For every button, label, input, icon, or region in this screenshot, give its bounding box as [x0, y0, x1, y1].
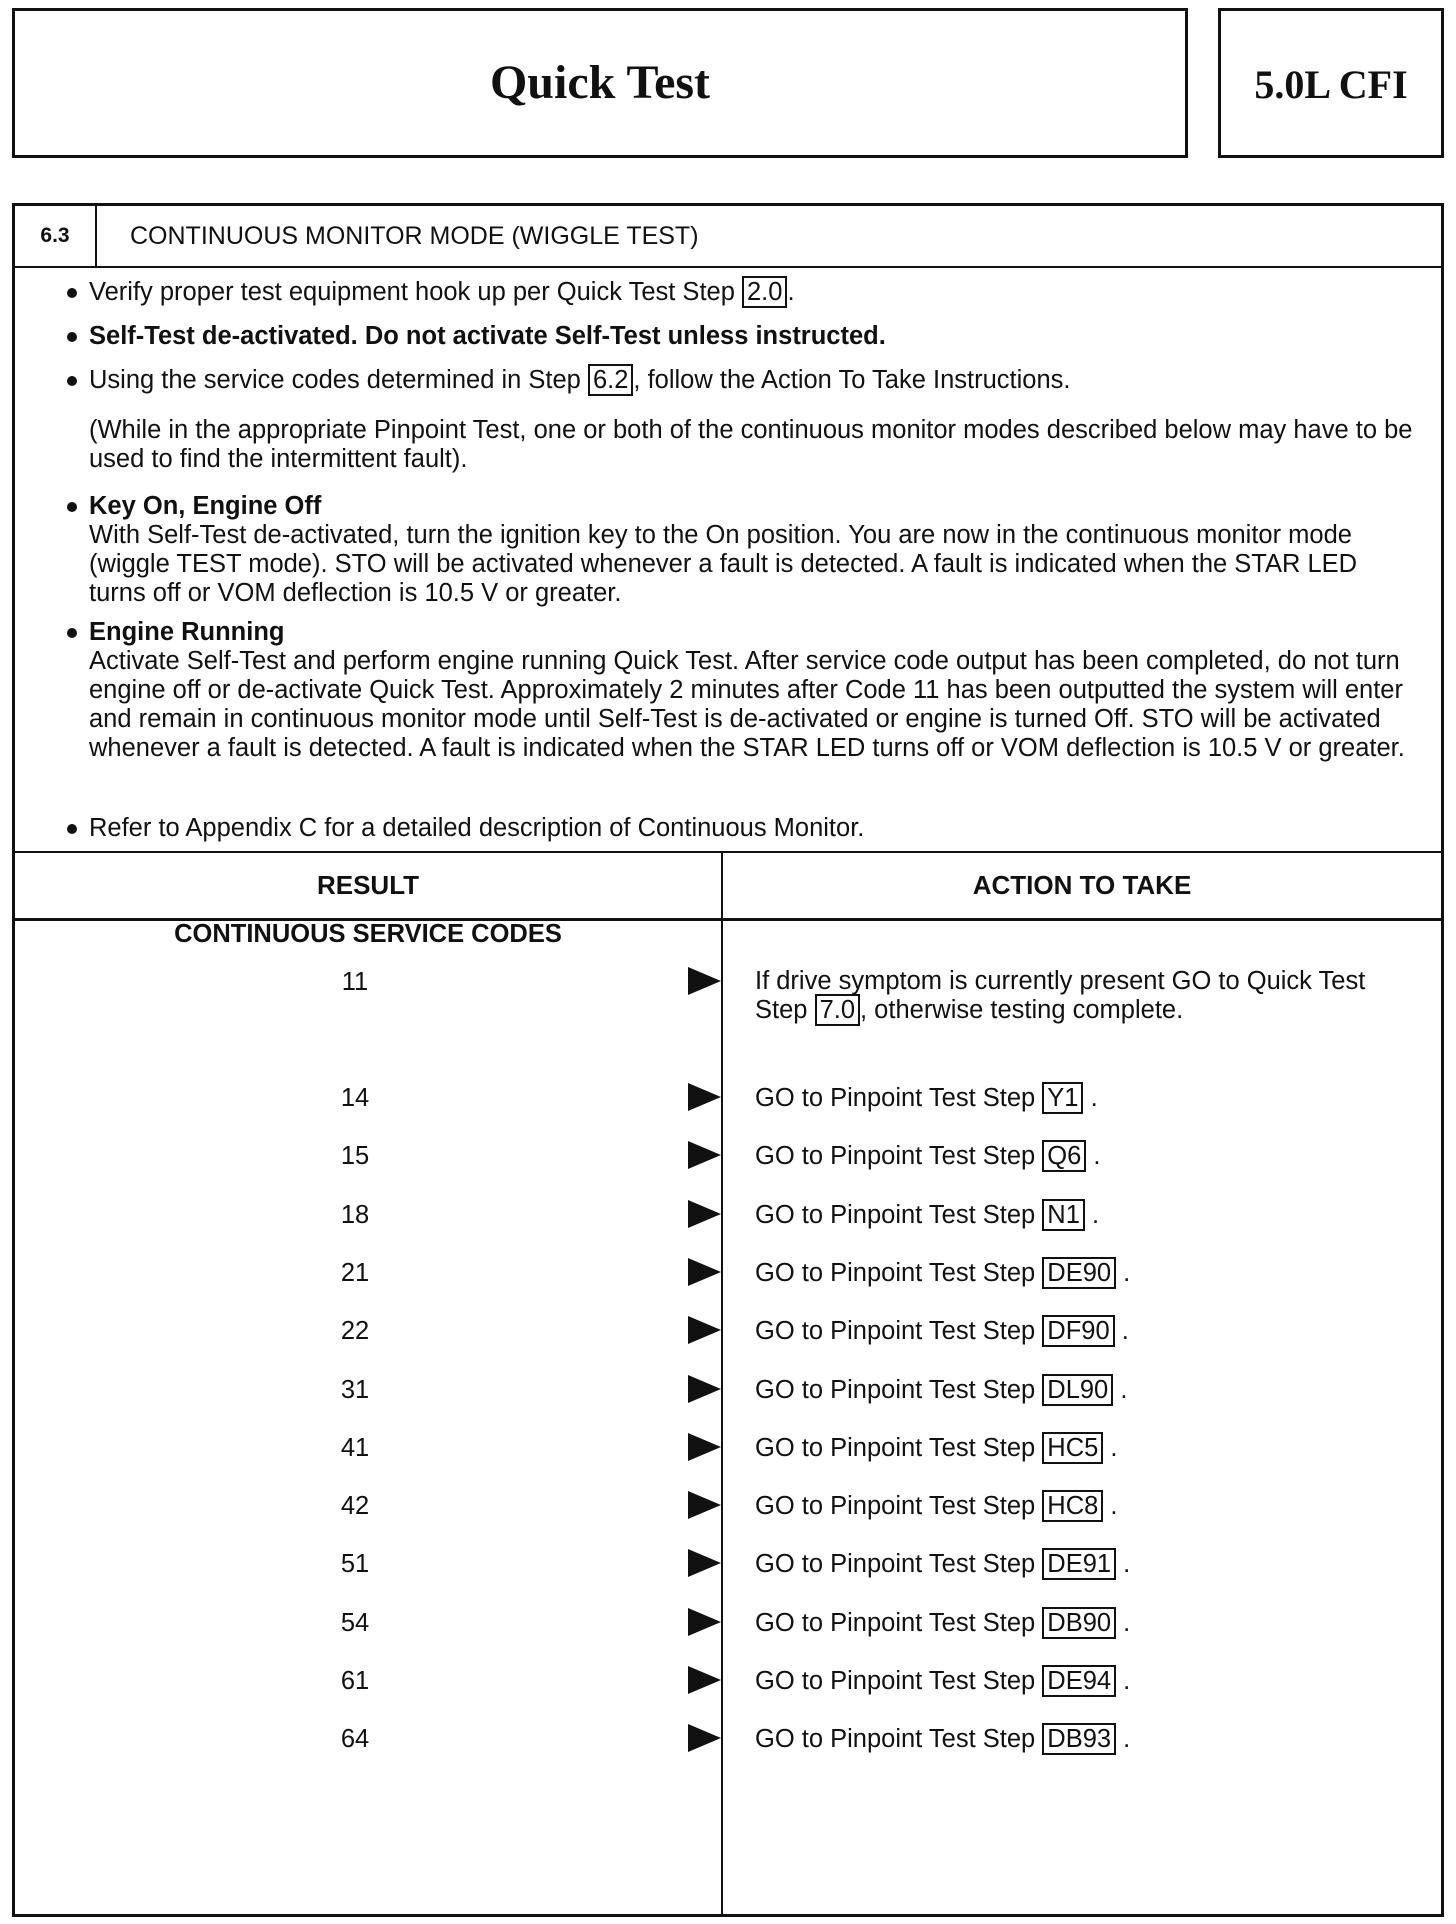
- section-number: 6.3: [15, 206, 97, 266]
- action-text: GO to Pinpoint Test Step DL90 .: [755, 1376, 1128, 1404]
- bullet-engine-running: [67, 618, 284, 647]
- action-text: GO to Pinpoint Test Step HC8 .: [755, 1492, 1118, 1520]
- engine-label: 5.0L CFI: [1254, 62, 1408, 107]
- action-text: GO to Pinpoint Test Step DE90 .: [755, 1259, 1131, 1287]
- action-text: GO to Pinpoint Test Step DE94 .: [755, 1667, 1131, 1695]
- page-title: Quick Test: [489, 56, 711, 109]
- step-ref: DB93: [1042, 1723, 1116, 1755]
- arrow-icon: [688, 1258, 721, 1286]
- step-ref: DE90: [1042, 1257, 1116, 1289]
- action-text: GO to Pinpoint Test Step DB93 .: [755, 1725, 1131, 1753]
- step-ref: DE94: [1042, 1665, 1116, 1697]
- step-ref: DB90: [1042, 1607, 1116, 1639]
- arrow-icon: [688, 1724, 721, 1752]
- step-ref: 6.2: [588, 364, 633, 396]
- arrow-icon: [688, 1141, 721, 1169]
- service-code: 18: [340, 1201, 370, 1229]
- arrow-icon: [688, 1549, 721, 1577]
- step-ref: HC5: [1042, 1432, 1103, 1464]
- bullet-service-codes: Using the service codes determined in Step 6.2 , follow the Action To Take Instructions.: [67, 366, 1070, 395]
- step-ref: DF90: [1042, 1315, 1114, 1347]
- action-text: GO to Pinpoint Test Step N1 .: [755, 1201, 1100, 1229]
- step-ref: 7.0: [815, 994, 860, 1026]
- action-column-header: ACTION TO TAKE: [972, 870, 1192, 900]
- step-ref: N1: [1042, 1199, 1085, 1231]
- arrow-icon: [688, 1316, 721, 1344]
- action-text: GO to Pinpoint Test Step HC5 .: [755, 1434, 1118, 1462]
- arrow-icon: [688, 1666, 721, 1694]
- step-ref: 2.0: [742, 276, 787, 308]
- result-column-header: RESULT: [316, 870, 420, 900]
- arrow-icon: [688, 1608, 721, 1636]
- table-header: [15, 851, 1441, 921]
- service-code: 54: [340, 1609, 370, 1637]
- arrow-icon: [688, 967, 721, 995]
- step-ref: DL90: [1042, 1374, 1113, 1406]
- action-text: GO to Pinpoint Test Step DE91 .: [755, 1550, 1131, 1578]
- service-code: 61: [340, 1667, 370, 1695]
- note-paragraph: (While in the appropriate Pinpoint Test, one or both of the continuous monitor modes described below may have to be used to find the intermittent fault).: [89, 416, 1413, 473]
- section-header: [15, 206, 1441, 268]
- title-box: [12, 8, 1188, 158]
- bullet-self-test: Self-Test de-activated. Do not activate Self-Test unless instructed.: [67, 322, 886, 351]
- koeo-text: With Self-Test de-activated, turn the ignition key to the On position. You are now in the continuous monitor mode (wiggle TEST mode). STO will be activated whenever a fault is detected. A fault is indicated when the STAR LED turns off or VOM deflection is 10.5 V or greater.: [89, 521, 1358, 607]
- service-code: 64: [340, 1725, 370, 1753]
- bullet-appendix: Refer to Appendix C for a detailed description of Continuous Monitor.: [67, 814, 864, 843]
- section-title: CONTINUOUS MONITOR MODE (WIGGLE TEST): [130, 222, 699, 250]
- service-code: 15: [340, 1142, 370, 1170]
- arrow-icon: [688, 1083, 721, 1111]
- koeo-heading: Key On, Engine Off: [89, 492, 322, 520]
- action-text: GO to Pinpoint Test Step DB90 .: [755, 1609, 1131, 1637]
- step-ref: Y1: [1042, 1082, 1083, 1114]
- engine-running-heading: Engine Running: [89, 618, 285, 646]
- bullet-koeo: [67, 492, 321, 521]
- bullet-icon: [67, 502, 77, 512]
- arrow-icon: [688, 1375, 721, 1403]
- bullet-icon: [67, 332, 77, 342]
- action-text: GO to Pinpoint Test Step Y1 .: [755, 1084, 1098, 1112]
- arrow-icon: [688, 1200, 721, 1228]
- service-code: 14: [340, 1084, 370, 1112]
- column-divider: [721, 851, 723, 1914]
- bullet-icon: [67, 824, 77, 834]
- step-ref: Q6: [1042, 1140, 1086, 1172]
- service-code: 11: [341, 968, 369, 996]
- bullet-icon: [67, 288, 77, 298]
- service-code: 41: [340, 1434, 370, 1462]
- arrow-icon: [688, 1491, 721, 1519]
- action-text: GO to Pinpoint Test Step Q6 .: [755, 1142, 1101, 1170]
- service-code: 42: [340, 1492, 370, 1520]
- step-ref: HC8: [1042, 1490, 1103, 1522]
- engine-box: [1218, 8, 1444, 158]
- service-code: 22: [340, 1317, 370, 1345]
- bullet-icon: [67, 628, 77, 638]
- arrow-icon: [688, 1433, 721, 1461]
- step-ref: DE91: [1042, 1548, 1116, 1580]
- procedure-panel: [12, 203, 1444, 1917]
- engine-running-text: Activate Self-Test and perform engine running Quick Test. After service code output has been completed, do not turn engine off or de-activate Quick Test. Approximately 2 minutes after Code 11 has been outputted the system will enter and remain in continuous monitor mode until Self-Test is de-activated or engine is turned Off. STO will be activated whenever a fault is detected. A fault is indicated when the STAR LED turns off or VOM deflection is 10.5 V or greater.: [89, 647, 1405, 762]
- bullet-icon: [67, 376, 77, 386]
- action-text: GO to Pinpoint Test Step DF90 .: [755, 1317, 1129, 1345]
- service-code: 51: [340, 1550, 370, 1578]
- bullet-equipment: Verify proper test equipment hook up per Quick Test Step 2.0 .: [67, 278, 795, 307]
- action-text: If drive symptom is currently present GO to Quick Test Step 7.0 , otherwise testing complete.: [755, 967, 1366, 1024]
- service-code: 31: [340, 1376, 370, 1404]
- result-group-header: CONTINUOUS SERVICE CODES: [174, 920, 562, 948]
- service-code: 21: [340, 1259, 370, 1287]
